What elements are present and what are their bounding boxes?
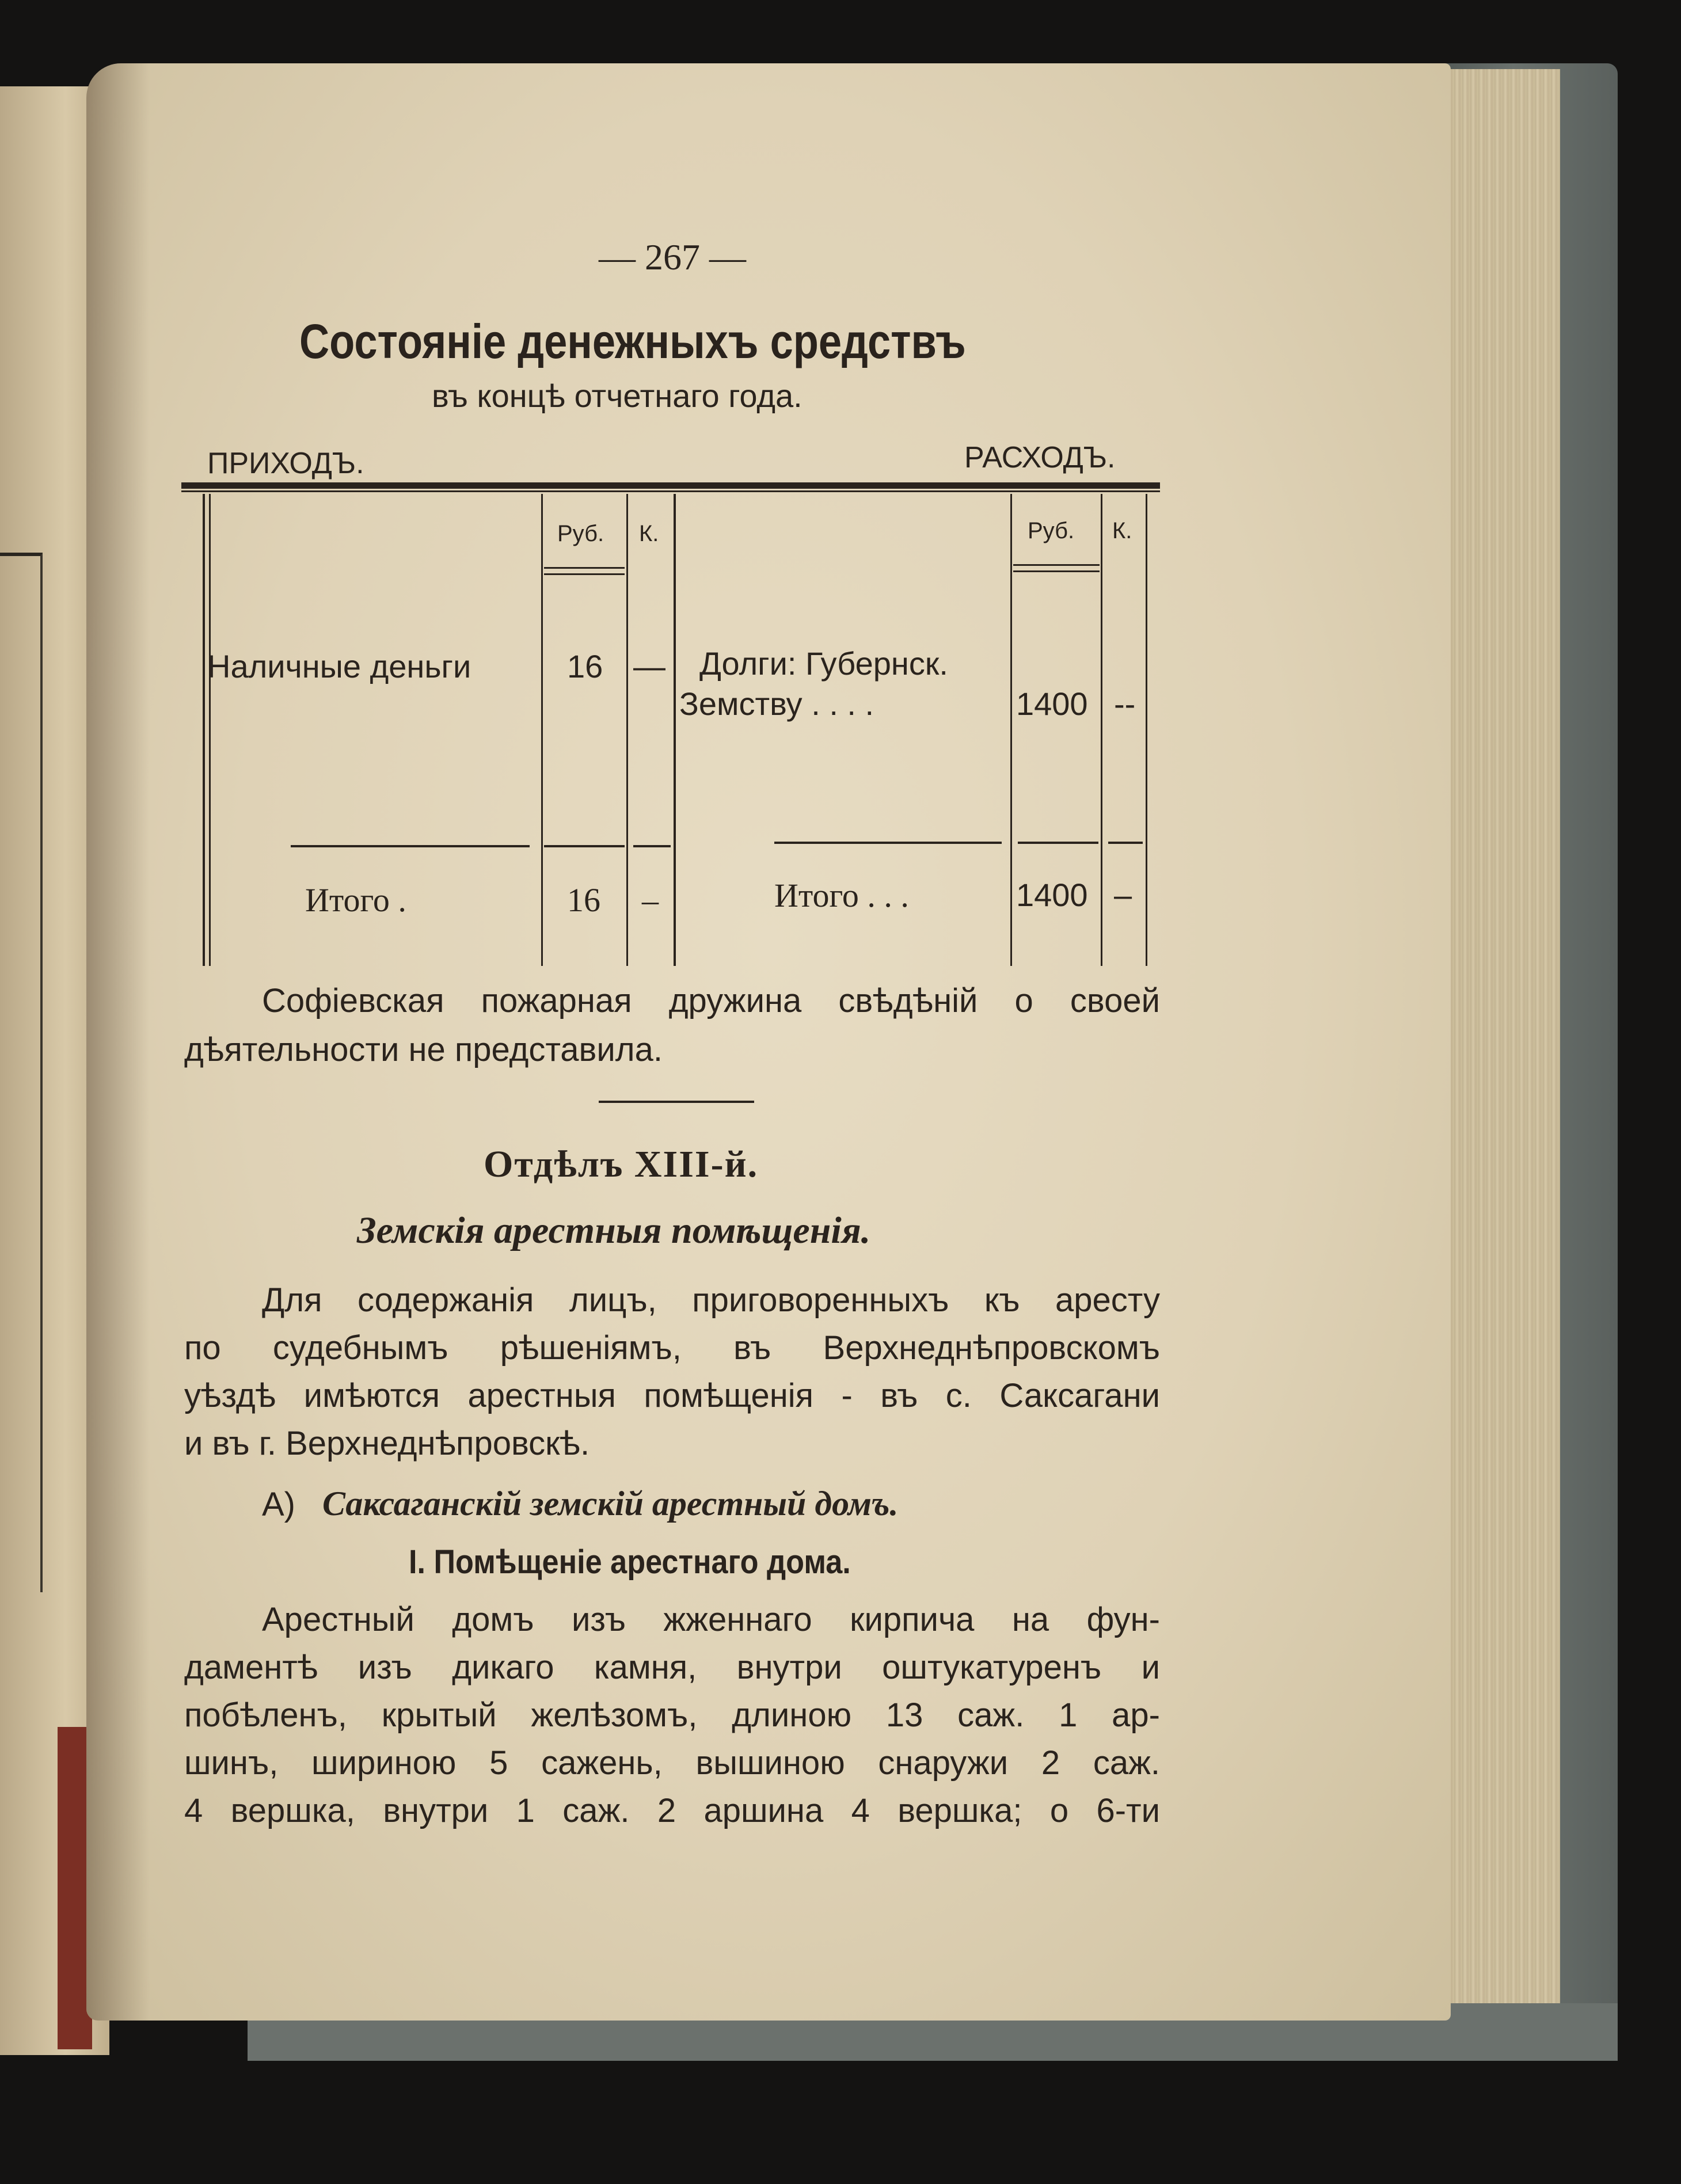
subsection-a-prefix: А) [262, 1486, 295, 1523]
expense-label: РАСХОДЪ. [964, 441, 1116, 474]
income-label: ПРИХОДЪ. [207, 447, 364, 480]
note-line-1: Софіевская пожарная дружина свѣдѣній о своей [262, 982, 1160, 1019]
income-item: Наличные деньги [207, 648, 471, 684]
note-line-2: дѣятельности не представила. [184, 1031, 663, 1068]
expense-total-rub: 1400 [1016, 877, 1088, 913]
expense-total-label: Итого . . . [774, 877, 909, 914]
section-title: Отдѣлъ XIII-й. [484, 1143, 759, 1185]
subsection-a-title: Саксаганскій земскій арестный домъ. [322, 1485, 899, 1523]
income-total-rub: 16 [567, 881, 600, 919]
para1-line-4: и въ г. Верхнеднѣпровскѣ. [184, 1425, 590, 1462]
para2-line-4: шинъ, шириною 5 сажень, вышиною снаружи 2 саж. [184, 1744, 1160, 1782]
income-rub: 16 [567, 648, 603, 684]
para1-line-3: уѣздѣ имѣются арестныя помѣщенія - въ с. Саксагани [184, 1377, 1160, 1414]
income-total-label: Итого . [305, 881, 406, 919]
income-rub-header: Руб. [557, 521, 604, 546]
income-kop-header: К. [639, 521, 659, 546]
page-gutter-shadow [86, 63, 150, 2021]
expense-item-line1: Долги: Губернск. [699, 645, 948, 682]
para1-line-2: по судебнымъ рѣшеніямъ, въ Верхнеднѣпровскомъ [184, 1329, 1160, 1367]
para2-line-3: побѣленъ, крытый желѣзомъ, длиною 13 саж. 1 ар- [184, 1696, 1160, 1734]
income-total-kop: – [642, 881, 659, 919]
income-kop: — [633, 648, 665, 684]
page-number: — 267 — [599, 237, 746, 277]
expense-kop: -- [1114, 686, 1136, 722]
section-subtitle: Земскія арестныя помѣщенія. [357, 1209, 871, 1251]
subsection-1-title: I. Помѣщеніе арестнаго дома. [409, 1543, 851, 1581]
page-heading: Состояніе денежныхъ средствъ [299, 314, 966, 368]
expense-item-line2: Земству . . . . [679, 686, 874, 722]
para2-line-5: 4 вершка, внутри 1 саж. 2 аршина 4 вершка; о 6-ти [184, 1792, 1160, 1829]
table-top-rule [181, 482, 1160, 489]
para1-line-1: Для содержанія лицъ, приговоренныхъ къ аресту [262, 1281, 1160, 1319]
page-subheading: въ концѣ отчетнаго года. [432, 378, 803, 414]
para2-line-2: даментѣ изъ дикаго камня, внутри оштукатуренъ и [184, 1649, 1160, 1686]
para2-line-1: Арестный домъ изъ жженнаго кирпича на фун- [262, 1601, 1160, 1638]
left-page-border [0, 553, 43, 1592]
section-divider [599, 1101, 754, 1103]
expense-kop-header: К. [1112, 518, 1132, 543]
expense-total-kop: – [1114, 877, 1132, 913]
expense-rub: 1400 [1016, 686, 1088, 722]
expense-rub-header: Руб. [1028, 518, 1075, 543]
